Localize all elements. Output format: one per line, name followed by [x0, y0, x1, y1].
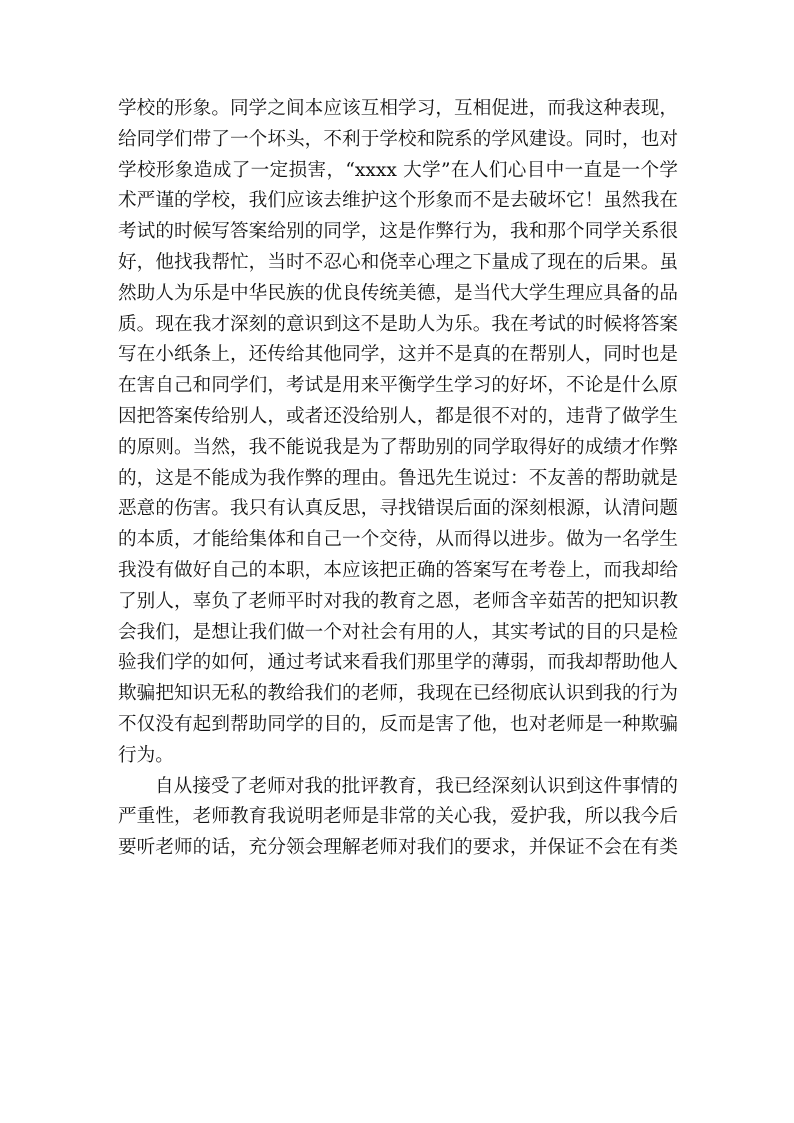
text-line: 不仅没有起到帮助同学的目的，反而是害了他，也对老师是一种欺骗	[118, 713, 678, 735]
paragraph-end-line: 行为。	[118, 744, 174, 766]
text-line: 学校形象造成了一定损害，“xxxx 大学”在人们心目中一直是一个学	[118, 159, 678, 181]
text-line: 的原则。当然，我不能说我是为了帮助别的同学取得好的成绩才作弊	[118, 436, 678, 458]
text-line: 给同学们带了一个坏头，不利于学校和院系的学风建设。同时，也对	[118, 128, 678, 150]
text-line: 恶意的伤害。我只有认真反思，寻找错误后面的深刻根源，认清问题	[118, 498, 678, 520]
text-line: 了别人，辜负了老师平时对我的教育之恩，老师含辛茹苦的把知识教	[118, 590, 678, 612]
text-line: 考试的时候写答案给别的同学，这是作弊行为，我和那个同学关系很	[118, 221, 678, 243]
text-line: 会我们，是想让我们做一个对社会有用的人，其实考试的目的只是检	[118, 621, 678, 643]
text-line: 因把答案传给别人，或者还没给别人，都是很不对的，违背了做学生	[118, 405, 678, 427]
text-line: 学校的形象。同学之间本应该互相学习，互相促进，而我这种表现，	[118, 98, 678, 119]
text-line: 术严谨的学校，我们应该去维护这个形象而不是去破坏它！虽然我在	[118, 190, 678, 212]
text-line: 在害自己和同学们，考试是用来平衡学生学习的好坏，不论是什么原	[118, 375, 678, 397]
text-line: 好，他找我帮忙，当时不忍心和侥幸心理之下量成了现在的后果。虽	[118, 251, 678, 273]
text-line: 要听老师的话，充分领会理解老师对我们的要求，并保证不会在有类	[118, 837, 678, 859]
text-line: 我没有做好自己的本职，本应该把正确的答案写在考卷上，而我却给	[118, 559, 678, 581]
text-line: 严重性，老师教育我说明老师是非常的关心我，爱护我，所以我今后	[118, 806, 678, 828]
text-line: 验我们学的如何，通过考试来看我们那里学的薄弱，而我却帮助他人	[118, 652, 678, 674]
document-body-text	[118, 94, 678, 864]
text-line: 写在小纸条上，还传给其他同学，这并不是真的在帮别人，同时也是	[118, 344, 678, 366]
paragraph-first-line: 自从接受了老师对我的批评教育，我已经深刻认识到这件事情的	[155, 775, 678, 797]
text-line: 的，这是不能成为我作弊的理由。鲁迅先生说过：不友善的帮助就是	[118, 467, 678, 489]
text-line: 的本质，才能给集体和自己一个交待，从而得以进步。做为一名学生	[118, 529, 678, 551]
text-line: 欺骗把知识无私的教给我们的老师，我现在已经彻底认识到我的行为	[118, 683, 678, 705]
text-line: 质。现在我才深刻的意识到这不是助人为乐。我在考试的时候将答案	[118, 313, 678, 335]
text-line: 然助人为乐是中华民族的优良传统美德，是当代大学生理应具备的品	[118, 282, 678, 304]
